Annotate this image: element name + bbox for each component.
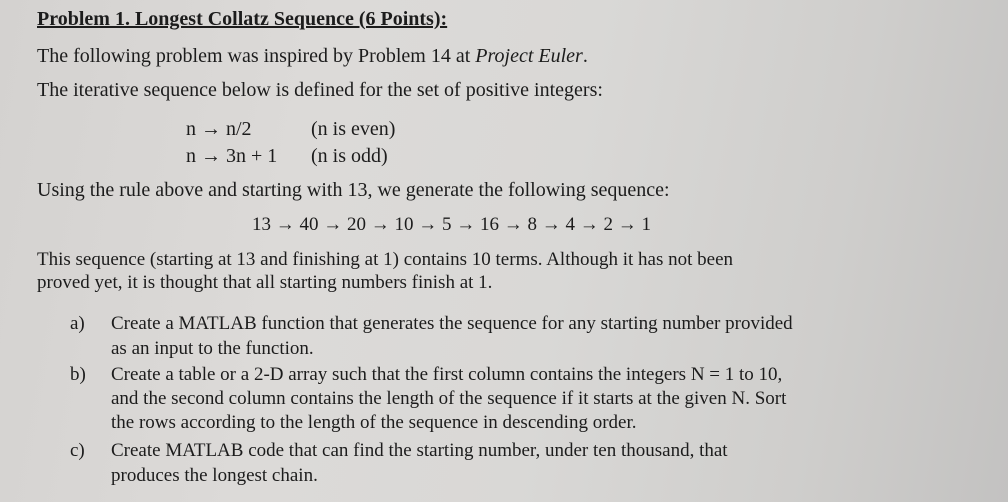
intro-line: [37, 44, 588, 68]
task-b-line-1: Create a table or a 2-D array such that the first column contains the integers N = 1 to 10,: [111, 364, 783, 385]
intro-suffix: .: [582, 45, 588, 67]
rule-even-condition: (n is even): [311, 118, 396, 140]
task-b-label: b): [70, 364, 86, 385]
intro-prefix: The following problem was inspired by Problem 14 at: [37, 45, 476, 67]
intro-source: Project Euler: [475, 45, 583, 67]
task-a-label: a): [70, 313, 85, 334]
task-c-line-1: Create MATLAB code that can find the starting number, under ten thousand, that: [111, 440, 728, 461]
example-sequence: 13 → 40 → 20 → 10 → 5 → 16 → 8 → 4 → 2 → 1: [252, 214, 651, 235]
task-b-line-3: the rows according to the length of the sequence in descending order.: [111, 412, 637, 433]
definition-line: The iterative sequence below is defined for the set of positive integers:: [37, 79, 603, 101]
note-line-2: proved yet, it is thought that all starting numbers finish at 1.: [37, 272, 493, 293]
problem-title: Problem 1. Longest Collatz Sequence (6 Points):: [37, 8, 448, 30]
task-a-line-1: Create a MATLAB function that generates the sequence for any starting number provided: [111, 313, 793, 334]
task-c-label: c): [70, 440, 85, 461]
rule-odd-condition: (n is odd): [311, 145, 388, 167]
example-intro: Using the rule above and starting with 13, we generate the following sequence:: [37, 179, 670, 201]
note-line-1: This sequence (starting at 13 and finishing at 1) contains 10 terms. Although it has not been: [37, 249, 734, 270]
task-c-line-2: produces the longest chain.: [111, 465, 318, 486]
task-b-line-2: and the second column contains the length of the sequence if it starts at the given N. Sort: [111, 388, 787, 409]
rule-odd-formula: n → 3n + 1: [186, 145, 278, 167]
task-a-line-2: as an input to the function.: [111, 338, 314, 359]
rule-even-formula: n → n/2: [186, 118, 252, 140]
